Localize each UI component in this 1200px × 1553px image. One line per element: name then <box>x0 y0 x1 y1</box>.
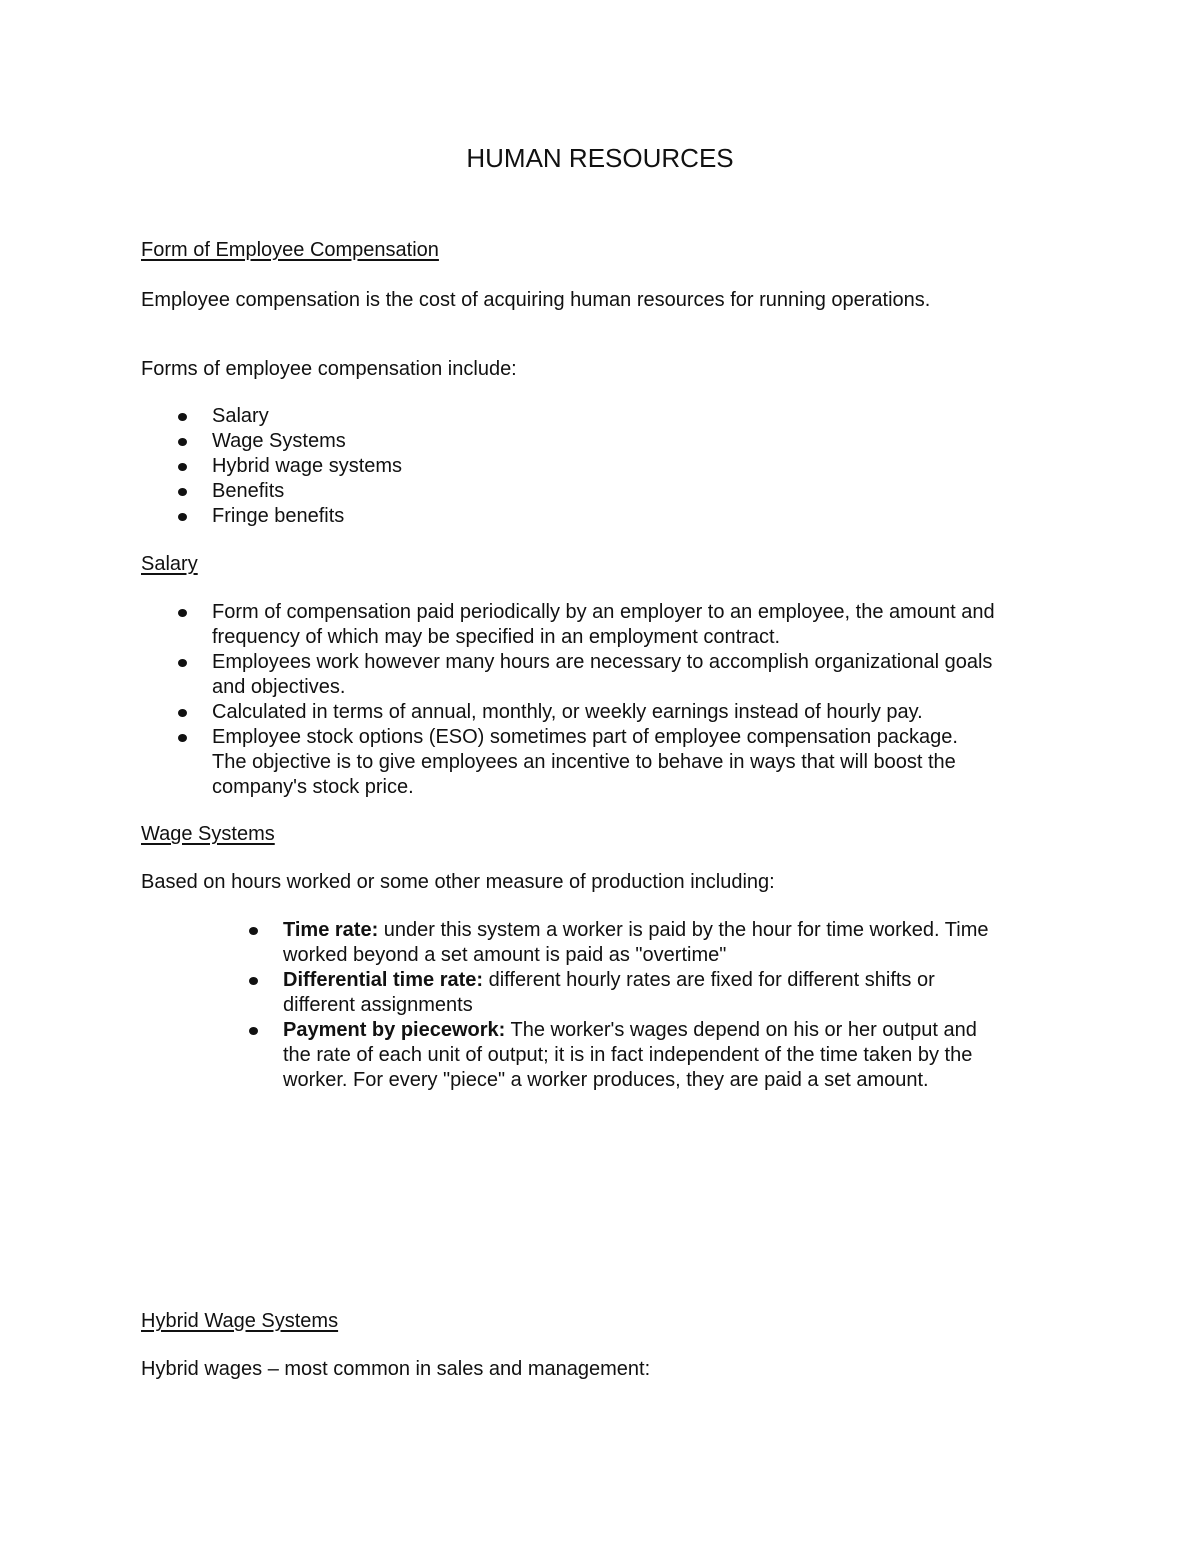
list-item-line: the rate of each unit of output; it is in fact independent of the time taken by the <box>283 1044 973 1066</box>
list-item-line: Calculated in terms of annual, monthly, or weekly earnings instead of hourly pay. <box>212 701 923 723</box>
list-item-line: different hourly rates are fixed for different shifts or <box>483 969 935 991</box>
list-item <box>212 918 988 968</box>
list-item-line: company's stock price. <box>212 776 414 798</box>
list-item-line: worked beyond a set amount is paid as "overtime" <box>283 944 727 966</box>
paragraph-wage-intro: Based on hours worked or some other measure of production including: <box>141 871 775 893</box>
paragraph-forms-intro: Forms of employee compensation include: <box>141 358 517 380</box>
list-item: Benefits <box>141 479 402 504</box>
list-item-line: frequency of which may be specified in an employment contract. <box>212 626 781 648</box>
paragraph-compensation-definition: Employee compensation is the cost of acquiring human resources for running operations. <box>141 289 931 311</box>
list-item <box>141 650 995 700</box>
term-label: Time rate: <box>283 919 379 941</box>
list-item-line: Employees work however many hours are necessary to accomplish organizational goals <box>212 651 993 673</box>
list-item-line: The worker's wages depend on his or her output and <box>505 1019 977 1041</box>
list-item-line: The objective is to give employees an incentive to behave in ways that will boost the <box>212 751 956 773</box>
list-item <box>212 968 988 1018</box>
forms-list <box>141 404 402 529</box>
list-item-line: different assignments <box>283 994 473 1016</box>
term-label: Payment by piecework: <box>283 1019 506 1041</box>
list-item: Fringe benefits <box>141 504 402 529</box>
term-label: Differential time rate: <box>283 969 484 991</box>
list-item: Wage Systems <box>141 429 402 454</box>
list-item: Hybrid wage systems <box>141 454 402 479</box>
salary-list <box>141 600 995 800</box>
section-heading-forms: Form of Employee Compensation <box>141 239 439 261</box>
paragraph-hybrid-intro: Hybrid wages – most common in sales and management: <box>141 1358 651 1380</box>
list-item-line: under this system a worker is paid by the hour for time worked. Time <box>378 919 989 941</box>
list-item-line: Form of compensation paid periodically by an employer to an employee, the amount and <box>212 601 995 623</box>
list-item <box>212 1018 988 1093</box>
list-item-line: Employee stock options (ESO) sometimes part of employee compensation package. <box>212 726 958 748</box>
document-title: HUMAN RESOURCES <box>466 143 734 173</box>
section-heading-hybrid: Hybrid Wage Systems <box>141 1310 339 1332</box>
list-item <box>141 725 995 800</box>
list-item-line: worker. For every "piece" a worker produces, they are paid a set amount. <box>283 1069 929 1091</box>
list-item <box>141 700 995 725</box>
section-heading-salary: Salary <box>141 553 198 575</box>
list-item <box>141 600 995 650</box>
section-heading-wage-systems: Wage Systems <box>141 823 275 845</box>
wage-list <box>212 918 988 1093</box>
list-item: Salary <box>141 404 402 429</box>
list-item-line: and objectives. <box>212 676 346 698</box>
